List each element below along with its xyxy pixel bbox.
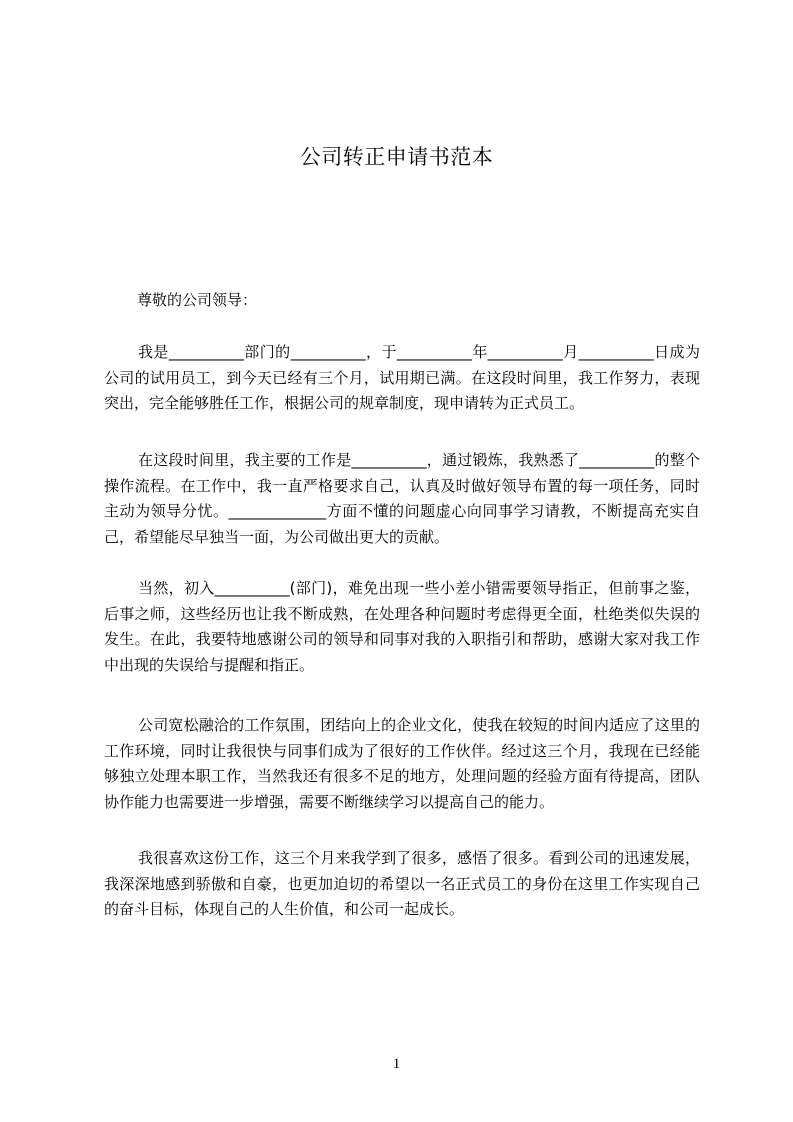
paragraph-intro: 我是__________部门的__________，于__________年__________月__________日成为公司的试用员工，到今天已经有三个月，试用期已满。在这段时间里，我工作努力，表现突出，完全能够胜任工作，根据公司的规章制度，现申请转为正式员工。: [104, 343, 700, 413]
paragraph-conclusion: 我很喜欢这份工作，这三个月来我学到了很多，感悟了很多。看到公司的迅速发展，我深深地感到骄傲和自豪，也更加迫切的希望以一名正式员工的身份在这里工作实现自己的奋斗目标，体现自己的人生价值，和公司一起成长。: [104, 849, 700, 919]
page-number: 1: [392, 1056, 401, 1072]
paragraph-work-duties: 在这段时间里，我主要的工作是__________，通过锻炼，我熟悉了__________的整个操作流程。在工作中，我一直严格要求自己，认真及时做好领导布置的每一项任务，同时主动为领导分忧。_____________方面不懂的问题虚心向同事学习请教，不断提高充实自己，希望能尽早独当一面，为公司做出更大的贡献。: [104, 451, 700, 546]
document-title: 公司转正申请书范本: [299, 145, 494, 169]
paragraph-gratitude: 当然，初入__________(部门)，难免出现一些小差小错需要领导指正，但前事之鉴，后事之师，这些经历也让我不断成熟，在处理各种问题时考虑得更全面，杜绝类似失误的发生。在此，我要特地感谢公司的领导和同事对我的入职指引和帮助，感谢大家对我工作中出现的失误给与提醒和指正。: [104, 579, 700, 674]
salutation: 尊敬的公司领导：: [137, 291, 258, 309]
paragraph-environment: 公司宽松融洽的工作氛围，团结向上的企业文化，使我在较短的时间内适应了这里的工作环境，同时让我很快与同事们成为了很好的工作伙伴。经过这三个月，我现在已经能够独立处理本职工作，当然我还有很多不足的地方，处理问题的经验方面有待提高，团队协作能力也需要进一步增强，需要不断继续学习以提高自己的能力。: [104, 716, 700, 811]
